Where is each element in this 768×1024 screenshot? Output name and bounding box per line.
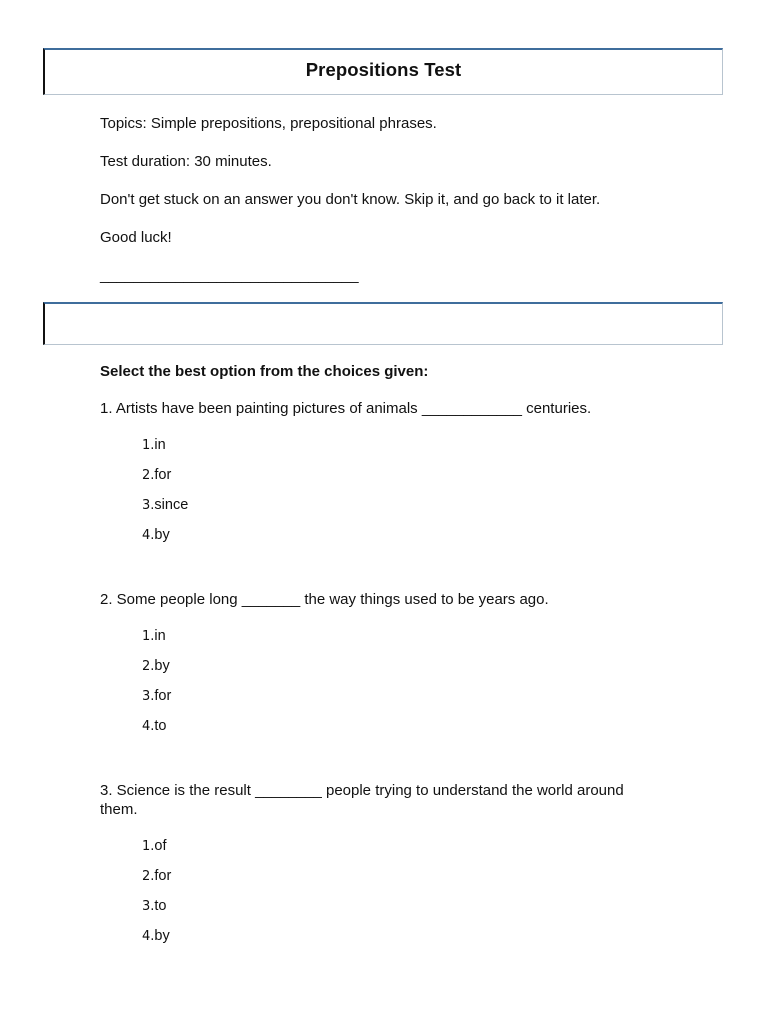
question-3-option-3[interactable]: 3.to xyxy=(142,898,167,914)
question-2-option-4[interactable]: 4.to xyxy=(142,718,167,734)
question-3-option-4[interactable]: 4.by xyxy=(142,928,170,944)
question-2-option-2[interactable]: 2.by xyxy=(142,658,170,674)
advice-text: Don't get stuck on an answer you don't know. Skip it, and go back to it later. xyxy=(100,191,601,208)
divider-line: _______________________________ xyxy=(100,267,359,284)
question-1-option-4[interactable]: 4.by xyxy=(142,527,170,543)
question-1-option-2[interactable]: 2.for xyxy=(142,467,172,483)
duration-text: Test duration: 30 minutes. xyxy=(100,153,272,170)
closing-text: Good luck! xyxy=(100,229,172,246)
section-header-box xyxy=(43,302,723,345)
title-header-box xyxy=(43,48,723,95)
question-2-text: 2. Some people long _______ the way things used to be years ago. xyxy=(100,591,549,608)
question-3-text: 3. Science is the result ________ people trying to understand the world around them. xyxy=(100,782,624,818)
question-1-option-1[interactable]: 1.in xyxy=(142,437,166,453)
question-1-text: 1. Artists have been painting pictures of animals ____________ centuries. xyxy=(100,400,592,417)
document-title: Prepositions Test xyxy=(305,59,462,80)
question-2-option-1[interactable]: 1.in xyxy=(142,628,166,644)
question-1-option-3[interactable]: 3.since xyxy=(142,497,189,513)
instructions-text: Select the best option from the choices given: xyxy=(100,363,429,380)
question-3-option-2[interactable]: 2.for xyxy=(142,868,172,884)
question-3-option-1[interactable]: 1.of xyxy=(142,838,167,854)
question-2-option-3[interactable]: 3.for xyxy=(142,688,172,704)
topics-text: Topics: Simple prepositions, prepositional phrases. xyxy=(100,115,437,132)
